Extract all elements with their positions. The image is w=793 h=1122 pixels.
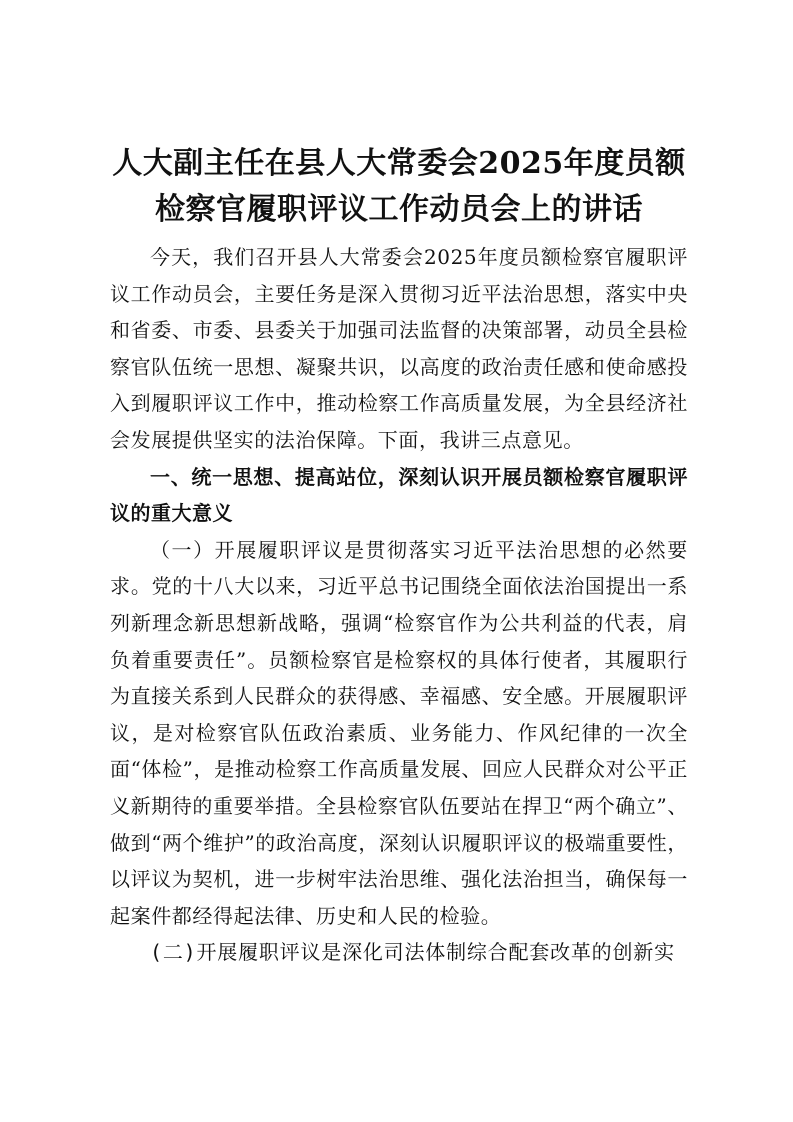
subsection-1-lead: （一）开展履职评议是贯彻落实习近平法治思想的必然要求。 bbox=[110, 537, 688, 599]
section-1-subsection-2 bbox=[110, 934, 688, 971]
document-page bbox=[110, 141, 688, 971]
subsection-1-body: 党的十八大以来，习近平总书记围绕全面依法治国提出一系列新理念新思想新战略，强调“检察官作为公共利益的代表，肩负着重要责任”。员额检察官是检察权的具体行使者，其履职行为直接关系到人民群众的获得感、幸福感、安全感。开展履职评议，是对检察官队伍政治素质、业务能力、作风纪律的一次全面“体检”，是推动检察工作高质量发展、回应人民群众对公平正义新期待的重要举措。全县检察官队伍要站在捍卫“两个确立”、做到“两个维护”的政治高度，深刻认识履职评议的极端重要性，以评议为契机，进一步树牢法治思维、强化法治担当，确保每一起案件都经得起法律、历史和人民的检验。 bbox=[110, 574, 688, 928]
subsection-2-lead: (二)开展履职评议是深化司法体制综合配套改革的创新实 bbox=[150, 940, 675, 965]
intro-paragraph: 今天，我们召开县人大常委会2025年度员额检察官履职评议工作动员会，主要任务是深入贯彻习近平法治思想，落实中央和省委、市委、县委关于加强司法监督的决策部署，动员全县检察官队伍统一思想、凝聚共识，以高度的政治责任感和使命感投入到履职评议工作中，推动检察工作高质量发展，为全县经济社会发展提供坚实的法治保障。下面，我讲三点意见。 bbox=[110, 245, 688, 452]
document-title: 人大副主任在县人大常委会2025年度员额检察官履职评议工作动员会上的讲话 bbox=[112, 146, 686, 227]
section-1-subsection-1 bbox=[110, 532, 688, 935]
section-1-heading: 一、统一思想、提高站位，深刻认识开展员额检察官履职评议的重大意义 bbox=[110, 464, 688, 526]
